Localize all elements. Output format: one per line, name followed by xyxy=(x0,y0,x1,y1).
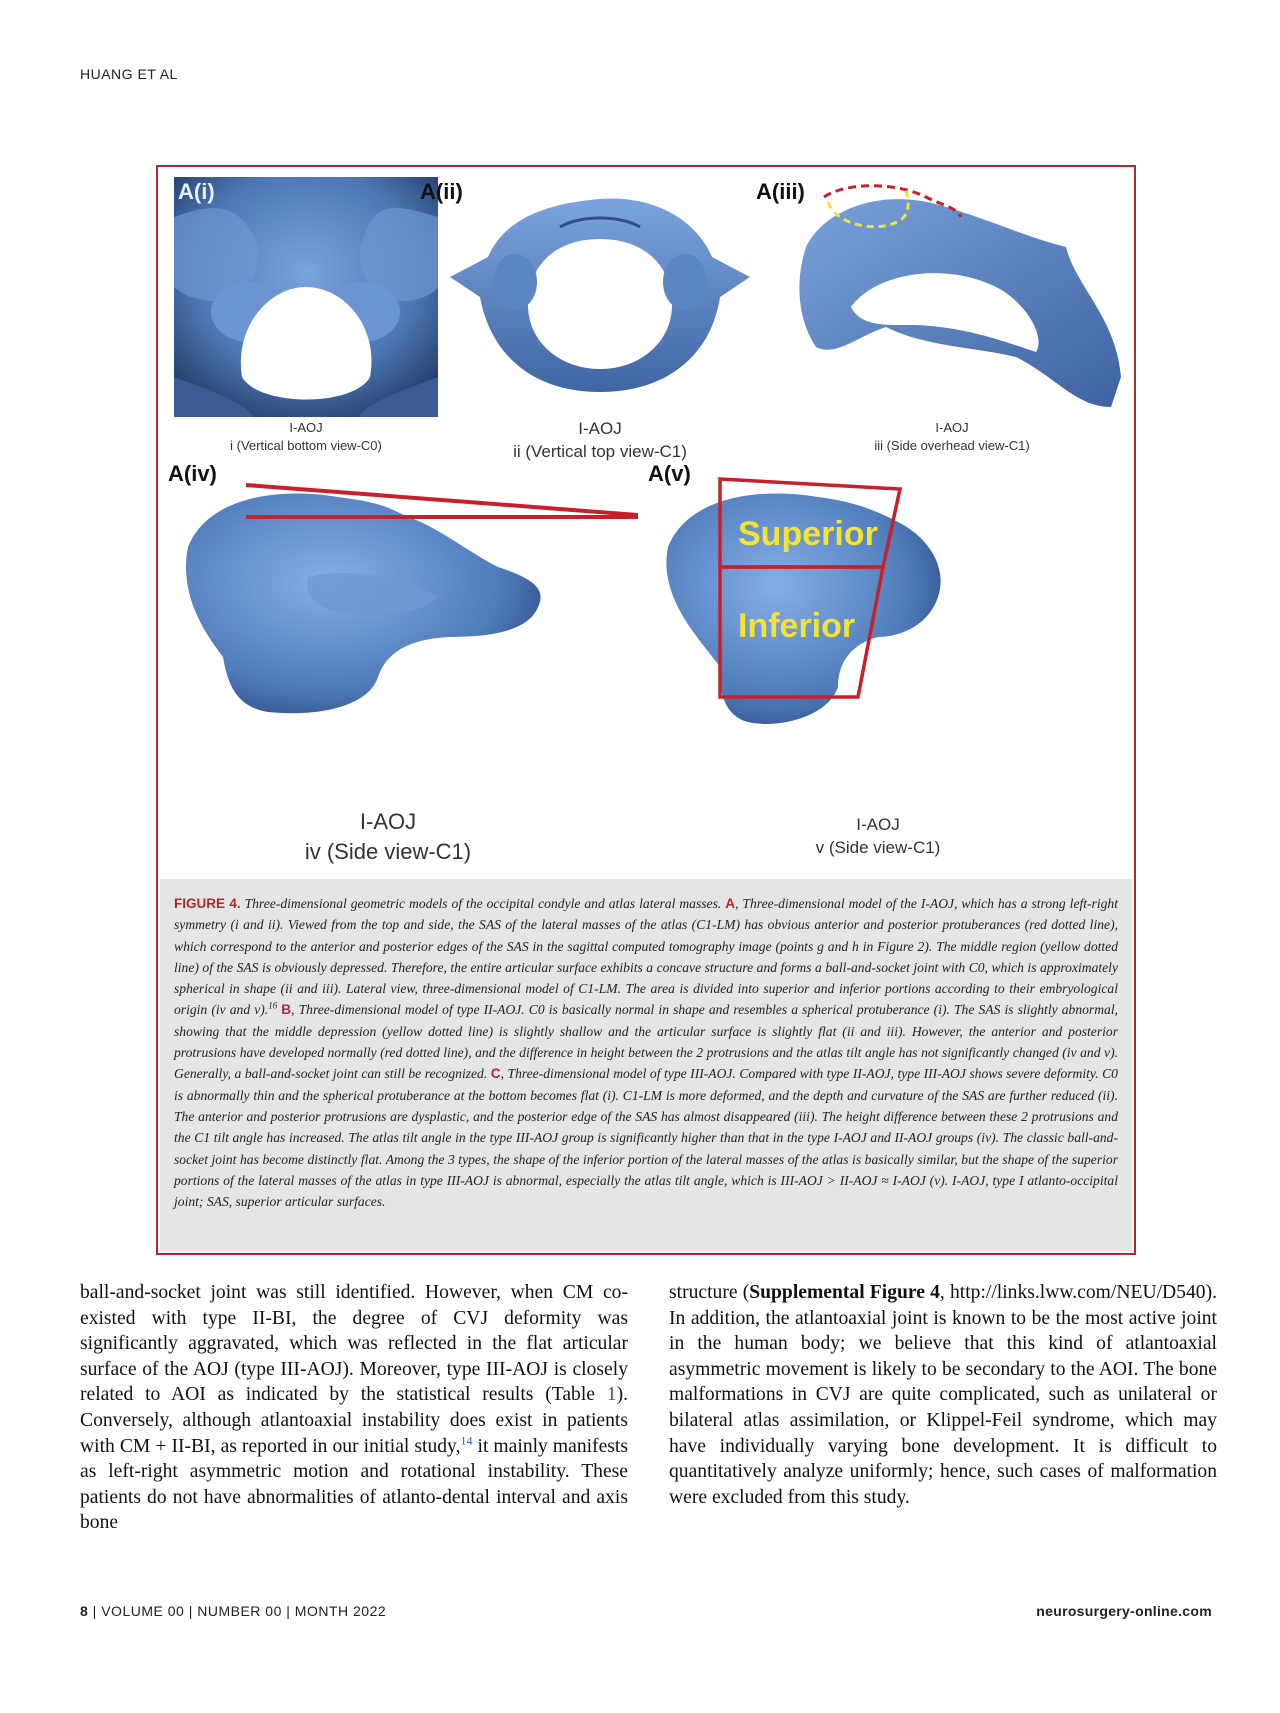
right-text-1: structure ( xyxy=(669,1282,750,1303)
caption-letter-b: B xyxy=(281,1002,292,1018)
caption-text-1: Three-dimensional geometric models of the occipital condyle and atlas lateral masses. xyxy=(244,896,722,911)
right-text-2: , http://links.lww.com/NEU/D540). In addition, the atlantoaxial joint is known to be the most active joint in the human body; we believe that this kind of atlantoaxial asymmetric movement is likely to be secondary to the AOI. The bone malformations in CVJ are quite complicated, such as unilateral or bilateral atlas assimilation, or Klippel-Feil syndrome, which may have individually varying bone development. It is difficult to quantitatively analyze uniformly; hence, such cases of malformation were excluded from this study. xyxy=(669,1282,1217,1508)
c1-side-view-render-v xyxy=(658,467,958,737)
figure-caption xyxy=(160,879,1132,1251)
panel-label-a-v: A(v) xyxy=(648,461,691,486)
panel-a-v xyxy=(648,461,958,737)
caption-a-ii-line2: ii (Vertical top view-C1) xyxy=(513,442,687,461)
caption-a-i-line2: i (Vertical bottom view-C0) xyxy=(230,438,382,453)
c1-side-overhead-render xyxy=(776,177,1128,417)
left-text-1: ball-and-socket joint was still identified. However, when CM co-existed with type II-BI, the degree of CVJ deformity was significantly aggravated, which was reflected in the flat articular surface of the AOJ (type III-AOJ). Moreover, type III-AOJ is closely related to AOI as indicated by the statistical results (Table xyxy=(80,1282,628,1406)
caption-a-iv-line2: iv (Side view-C1) xyxy=(304,839,472,864)
figure-label: FIGURE 4. xyxy=(174,896,241,911)
caption-letter-a: A xyxy=(725,896,736,911)
caption-text-3: , Three-dimensional model of type II-AOJ. C0 is basically normal in shape and resembles a spherical protuberance (i). The SAS is slightly abnormal, showing that the middle depression (yellow dotted line) is slightly shallow and the articular surface is slightly flat (ii and iii). However, the anterior and posterior protrusions have developed normally (red dotted line), and the difference in height between the 2 protrusions and the atlas tilt angle has not significantly changed (iv and v). Generally, a ball-and-socket joint can still be recognized. xyxy=(174,1002,1118,1082)
journal-site-link[interactable]: neurosurgery-online.com xyxy=(1036,1603,1212,1619)
caption-a-i xyxy=(174,419,438,455)
panel-a-ii xyxy=(420,177,750,412)
caption-text-4: , Three-dimensional model of type III-AOJ. Compared with type II-AOJ, type III-AOJ shows severe deformity. C0 is abnormally thin and the spherical protuberance at the bottom becomes flat (i). C1-LM is more deformed, and the depth and curvature of the SAS are further reduced (ii). The anterior and posterior protrusions are dysplastic, and the posterior edge of the SAS has almost disappeared (iii). The height difference between these 2 protrusions and the C1 tilt angle has increased. The atlas tilt angle in the type III-AOJ group is significantly higher than that in the type I-AOJ and II-AOJ groups (iv). The classic ball-and-socket joint has become distinctly flat. Among the 3 types, the shape of the inferior portion of the lateral masses of the atlas is basically similar, but the shape of the superior portions of the lateral masses of the atlas in type III-AOJ is abnormal, especially the atlas tilt angle, which is III-AOJ > II-AOJ ≈ I-AOJ (v). I-AOJ, type I atlanto-occipital joint; SAS, superior articular surfaces. xyxy=(174,1066,1118,1210)
reference-14-link[interactable]: 14 xyxy=(460,1433,473,1448)
footer-month: MONTH 2022 xyxy=(294,1603,387,1619)
superior-label: Superior xyxy=(738,515,878,553)
figure-4 xyxy=(156,165,1136,1255)
caption-a-v xyxy=(758,813,998,859)
footer-volume: VOLUME 00 xyxy=(101,1603,185,1619)
caption-letter-c: C xyxy=(490,1066,501,1082)
caption-text-2: , Three-dimensional model of the I-AOJ, which has a strong left-right symmetry (i and ii). Viewed from the top and side, the SAS of the lateral masses of the atlas (C1-LM) has obvious anterior and posterior protuberances (red dotted line), which correspond to the anterior and posterior edges of the SAS in the sagittal computed tomography image (points g and h in Figure 2). The middle region (yellow dotted line) of the SAS is obviously depressed. Therefore, the entire articular surface exhibits a concave structure and forms a ball-and-socket joint with C0, which is approximately spherical in shape (ii and iii). Lateral view, three-dimensional model of C1-LM. The area is divided into superior and inferior portions according to their embryological origin (iv and v). xyxy=(174,896,1118,1018)
caption-a-ii xyxy=(450,417,750,463)
caption-a-iii xyxy=(776,419,1128,455)
panel-a-iii xyxy=(756,177,1128,417)
left-text-3: it mainly manifests as left-right asymmetric motion and rotational instability. These patients do not have abnormalities of atlanto-dental interval and axis bone xyxy=(80,1435,628,1534)
caption-a-ii-line1: I-AOJ xyxy=(578,419,622,438)
caption-a-v-line2: v (Side view-C1) xyxy=(815,838,941,857)
panel-a-i xyxy=(174,177,438,417)
footer-left: 8 | VOLUME 00 | NUMBER 00 | MONTH 2022 xyxy=(80,1603,387,1619)
inferior-label: Inferior xyxy=(738,607,856,645)
c1-top-view-render xyxy=(450,177,750,412)
caption-a-v-line1: I-AOJ xyxy=(856,815,900,834)
panel-a-iv xyxy=(168,461,638,727)
c1-side-view-render-iv xyxy=(168,467,638,727)
supplemental-figure-link[interactable]: Supplemental Figure 4 xyxy=(749,1282,940,1303)
page-number: 8 xyxy=(80,1603,89,1619)
caption-a-iii-line2: iii (Side overhead view-C1) xyxy=(874,438,1030,453)
panel-label-a-iii: A(iii) xyxy=(756,179,805,204)
panel-label-a-i: A(i) xyxy=(178,179,215,204)
body-column-right xyxy=(669,1280,1217,1510)
body-column-left xyxy=(80,1280,628,1536)
caption-a-i-line1: I-AOJ xyxy=(289,420,323,435)
panel-label-a-ii: A(ii) xyxy=(420,179,463,204)
running-head: HUANG ET AL xyxy=(80,66,178,82)
panel-label-a-iv: A(iv) xyxy=(168,461,217,486)
caption-ref-16: 16 xyxy=(268,1000,278,1011)
left-text-2: ). Conversely, although atlantoaxial instability does exist in patients with CM + II-BI, as reported in our initial study, xyxy=(80,1384,628,1457)
caption-a-iv-line1: I-AOJ xyxy=(359,809,417,834)
table-1-link[interactable]: 1 xyxy=(606,1384,617,1406)
caption-a-iii-line1: I-AOJ xyxy=(935,420,969,435)
footer-number: NUMBER 00 xyxy=(197,1603,282,1619)
c0-bottom-view-render xyxy=(174,177,438,417)
caption-a-iv xyxy=(258,807,518,867)
